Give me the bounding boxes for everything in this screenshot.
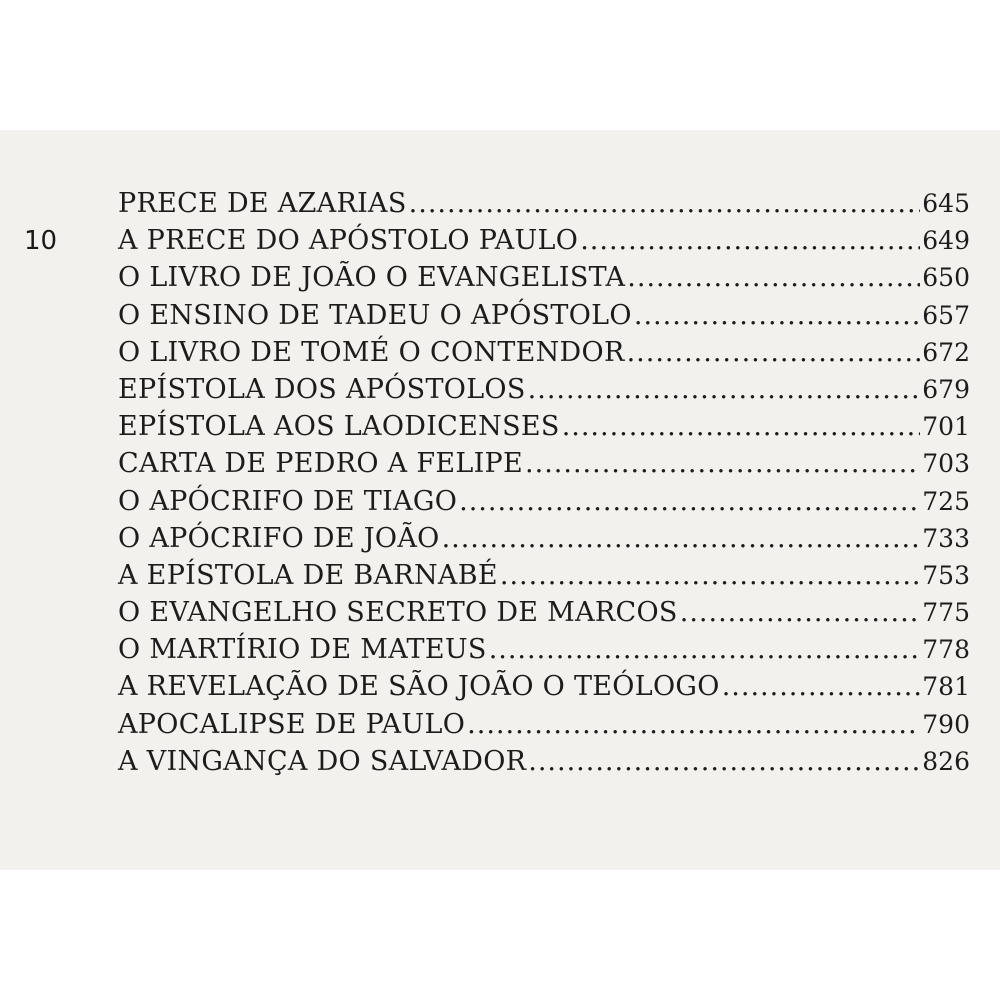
toc-entry-page: 650 bbox=[922, 263, 970, 293]
dot-leader bbox=[528, 374, 921, 405]
toc-entry bbox=[118, 709, 970, 746]
toc-entry-page: 781 bbox=[922, 672, 970, 702]
toc-entry-title: EPÍSTOLA DOS APÓSTOLOS bbox=[118, 373, 526, 405]
dot-leader bbox=[467, 709, 920, 740]
toc-entry-title: PRECE DE AZARIAS bbox=[118, 188, 407, 219]
toc-entry-page: 657 bbox=[922, 300, 970, 330]
toc-entry-page: 679 bbox=[922, 374, 970, 404]
toc-entry bbox=[118, 262, 970, 299]
toc-entry bbox=[118, 597, 970, 634]
toc-entry bbox=[118, 225, 970, 262]
toc-entry-title: O MARTÍRIO DE MATEUS bbox=[118, 634, 487, 666]
toc-entry-title: O LIVRO DE JOÃO O EVANGELISTA bbox=[118, 262, 626, 294]
toc-entry bbox=[118, 448, 970, 485]
dot-leader bbox=[525, 448, 920, 479]
dot-leader bbox=[722, 671, 921, 702]
toc-entry bbox=[118, 300, 970, 337]
toc-entry-page: 645 bbox=[922, 189, 970, 218]
toc-entry-title: O EVANGELHO SECRETO DE MARCOS bbox=[118, 597, 678, 629]
dot-leader bbox=[627, 337, 921, 368]
toc-entry-title: A PRECE DO APÓSTOLO PAULO bbox=[118, 225, 579, 257]
toc-entry-title: APOCALIPSE DE PAULO bbox=[118, 708, 466, 740]
toc-entry-title: O ENSINO DE TADEU O APÓSTOLO bbox=[118, 299, 632, 331]
dot-leader bbox=[442, 523, 921, 554]
dot-leader bbox=[580, 225, 920, 256]
toc-entry-title: A VINGANÇA DO SALVADOR bbox=[118, 745, 527, 777]
page-number: 10 bbox=[24, 226, 58, 256]
table-of-contents bbox=[118, 188, 970, 783]
dot-leader bbox=[528, 746, 920, 777]
toc-entry-title: O LIVRO DE TOMÉ O CONTENDOR bbox=[118, 336, 625, 368]
toc-entry bbox=[118, 374, 970, 411]
toc-entry-page: 703 bbox=[922, 449, 970, 479]
toc-entry-title: A EPÍSTOLA DE BARNABÉ bbox=[118, 559, 498, 591]
toc-entry-title: O APÓCRIFO DE TIAGO bbox=[118, 485, 458, 517]
toc-entry-title: EPÍSTOLA AOS LAODICENSES bbox=[118, 411, 560, 443]
toc-entry-page: 826 bbox=[922, 746, 970, 776]
toc-entry bbox=[118, 671, 970, 708]
dot-leader bbox=[489, 634, 921, 665]
dot-leader bbox=[680, 597, 921, 628]
toc-entry-page: 701 bbox=[922, 412, 970, 442]
toc-entry-page: 733 bbox=[922, 523, 970, 553]
toc-entry-title: CARTA DE PEDRO A FELIPE bbox=[118, 448, 524, 480]
toc-entry-page: 778 bbox=[922, 635, 970, 665]
toc-entry bbox=[118, 523, 970, 560]
dot-leader bbox=[627, 262, 920, 293]
dot-leader bbox=[562, 411, 921, 442]
toc-entry-page: 649 bbox=[922, 226, 970, 256]
dot-leader bbox=[500, 560, 920, 591]
toc-entry bbox=[118, 560, 970, 597]
toc-entry-page: 753 bbox=[922, 560, 970, 590]
toc-entry bbox=[118, 188, 970, 225]
book-page bbox=[0, 130, 1000, 870]
dot-leader bbox=[634, 300, 920, 331]
toc-entry-page: 775 bbox=[922, 598, 970, 628]
toc-entry-page: 790 bbox=[922, 709, 970, 739]
dot-leader bbox=[459, 486, 920, 517]
toc-entry bbox=[118, 337, 970, 374]
toc-entry bbox=[118, 411, 970, 448]
toc-entry bbox=[118, 486, 970, 523]
toc-entry-page: 672 bbox=[922, 337, 970, 367]
toc-entry-page: 725 bbox=[922, 486, 970, 516]
toc-entry-title: A REVELAÇÃO DE SÃO JOÃO O TEÓLOGO bbox=[118, 671, 720, 703]
toc-entry bbox=[118, 746, 970, 783]
dot-leader bbox=[409, 188, 921, 219]
toc-entry bbox=[118, 634, 970, 671]
toc-entry-title: O APÓCRIFO DE JOÃO bbox=[118, 522, 440, 554]
